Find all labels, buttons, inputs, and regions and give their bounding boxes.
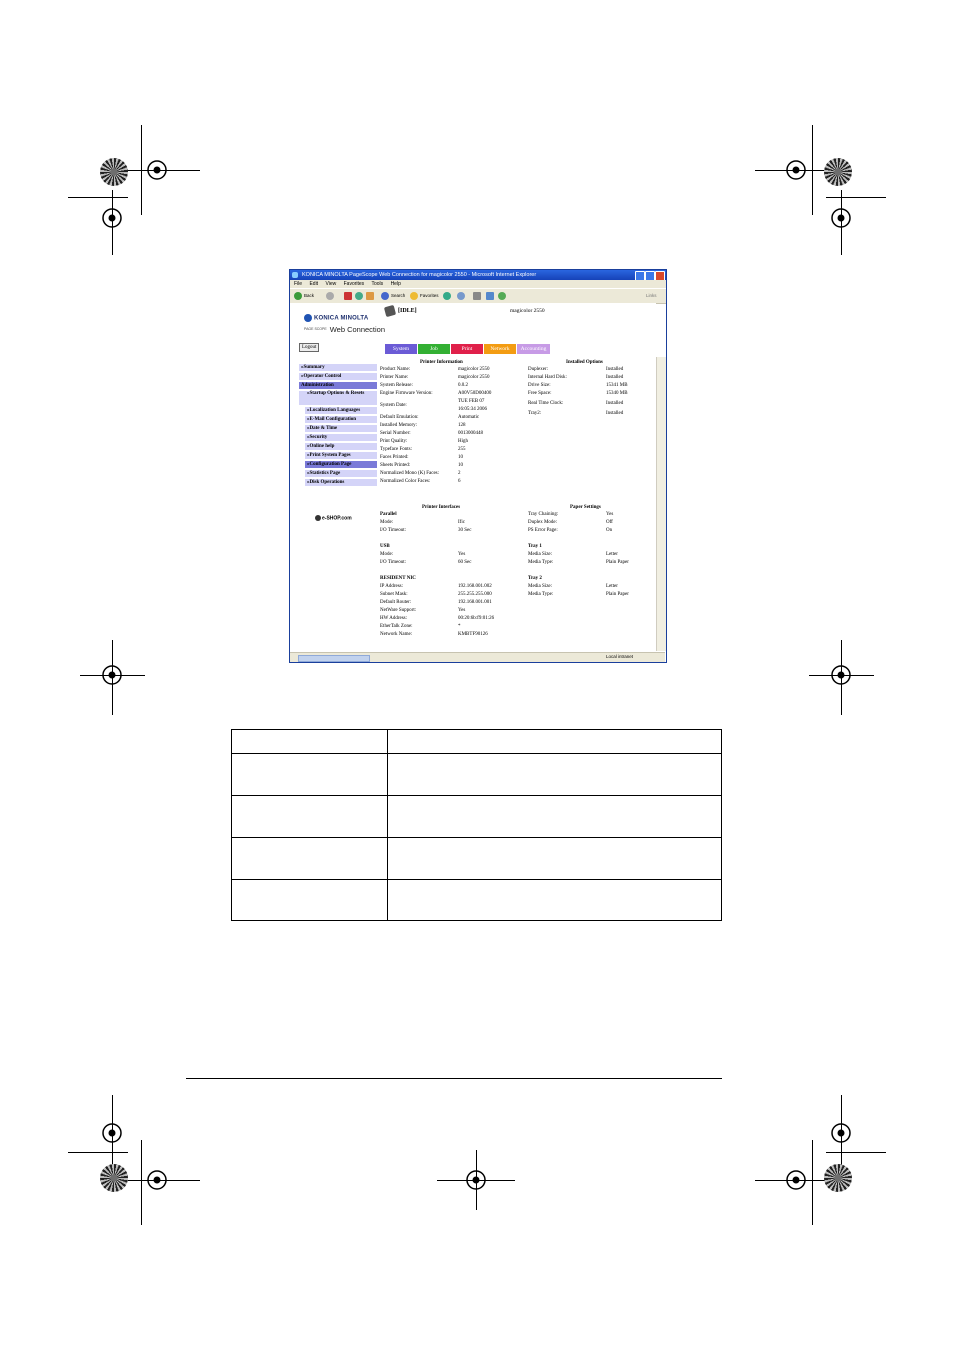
edit-icon[interactable] <box>486 292 494 300</box>
sidebar-item-operator-control[interactable]: »Operator Control <box>299 373 377 380</box>
browser-window <box>289 269 667 663</box>
registration-mark-icon <box>827 661 855 689</box>
printer-information-labels: Product Name: Printer Name: System Release: Engine Firmware Version: System Date: Default Emulation: Installed Memory: Serial Number: Print Quality: Typeface Fonts: Faces Printed: Sheets Printed: Normalized Mono (K) Faces: Normalized Color Faces: <box>380 367 440 484</box>
registration-mark-icon <box>143 156 171 184</box>
registration-mark-icon <box>462 1166 490 1194</box>
search-icon[interactable] <box>381 292 389 300</box>
printer-status-icon <box>384 305 396 317</box>
menu-favorites[interactable]: Favorites <box>343 281 365 287</box>
tab-print[interactable]: Print <box>451 344 483 354</box>
printer-information-values: magicolor 2550 magicolor 2550 0.0.2 A00V50D00400 TUE FEB 07 16:05:34 2006 Automatic 128 0013000448 High 255 10 10 2 6 <box>458 367 492 484</box>
paper-settings-title: Paper Settings <box>570 505 601 510</box>
printer-interfaces-title: Printer Interfaces <box>422 505 461 510</box>
registration-mark-icon <box>98 204 126 232</box>
color-bar-icon <box>824 1164 852 1192</box>
eshop-link[interactable]: e-SHOP.com <box>315 515 352 521</box>
tab-job[interactable]: Job <box>418 344 450 354</box>
registration-mark-icon <box>98 1119 126 1147</box>
sidebar-item-security[interactable]: »Security <box>305 434 377 441</box>
printer-information-title: Printer Information <box>420 360 463 365</box>
color-bar-icon <box>100 1164 128 1192</box>
registration-mark-icon <box>782 156 810 184</box>
tab-network[interactable]: Network <box>484 344 516 354</box>
registration-mark-icon <box>827 1119 855 1147</box>
menu-edit[interactable]: Edit <box>309 281 319 287</box>
registration-mark-icon <box>98 661 126 689</box>
status-zone: Local intranet <box>606 654 634 659</box>
table-row <box>232 730 722 754</box>
favorites-icon[interactable] <box>410 292 418 300</box>
description-table <box>231 729 722 921</box>
web-connection-logo: PAGE SCOPE Web Connection <box>304 325 386 334</box>
scrollbar-thumb[interactable] <box>298 655 370 662</box>
sidebar-item-startup-options[interactable]: »Startup Options & Resets <box>299 391 377 405</box>
installed-options-labels: Duplexer: Internal Hard Disk: Drive Size: Free Space: Real Time Clock: Tray2: <box>528 367 567 416</box>
registration-mark-icon <box>782 1166 810 1194</box>
mail-icon[interactable] <box>457 292 465 300</box>
paper-settings-labels: Tray Chaining: Duplex Mode: PS Error Page: Tray 1 Media Size: Media Type: Tray 2 Media Size: Media Type: <box>528 512 559 597</box>
sidebar-item-disk-operations[interactable]: »Disk Operations <box>305 479 377 486</box>
globe-icon <box>304 314 312 322</box>
printer-interfaces-values: Ific 30 Sec Yes 60 Sec 192.168.001.002 255.255.255.000 192.168.001.001 Yes 00:20:6b:f9:01:26 * KMBTF90126 <box>458 520 495 637</box>
sidebar-nav <box>299 364 377 488</box>
table-row <box>232 754 722 796</box>
sidebar-item-print-system-pages[interactable]: »Print System Pages <box>305 452 377 459</box>
menu-bar <box>290 280 666 288</box>
tab-system[interactable]: System <box>385 344 417 354</box>
table-row <box>232 796 722 838</box>
search-button[interactable]: Search <box>391 293 406 298</box>
printer-status: [IDLE] <box>398 308 417 314</box>
registration-mark-icon <box>827 204 855 232</box>
home-icon[interactable] <box>366 292 374 300</box>
horizontal-scrollbar[interactable] <box>290 652 665 663</box>
installed-options-values: Installed Installed 15341 MB 15340 MB Installed Installed <box>606 367 628 416</box>
paper-settings-values: Yes Off On Letter Plain Paper Letter Plain Paper <box>606 512 629 597</box>
history-icon[interactable] <box>443 292 451 300</box>
window-title: KONICA MINOLTA PageScope Web Connection for magicolor 2550 - Microsoft Internet Explorer <box>302 272 537 278</box>
eshop-icon <box>315 515 321 521</box>
vertical-scrollbar[interactable] <box>656 357 666 651</box>
color-bar-icon <box>824 158 852 186</box>
favorites-button[interactable]: Favorites <box>420 293 439 298</box>
stop-icon[interactable] <box>344 292 352 300</box>
menu-file[interactable]: File <box>294 281 303 287</box>
printer-interfaces-labels: Parallel Mode: I/O Timeout: USB Mode: I/O Timeout: RESIDENT NIC IP Address: Subnet Mask: Default Router: NetWare Support: HW Address: EtherTalk Zone: Network Name: <box>380 512 417 637</box>
sidebar-item-localization[interactable]: »Localization Languages <box>305 407 377 414</box>
menu-view[interactable]: View <box>325 281 337 287</box>
table-row <box>232 838 722 880</box>
sidebar-item-online-help[interactable]: »Online help <box>305 443 377 450</box>
page-content <box>290 303 656 652</box>
footer-rule <box>186 1078 722 1079</box>
back-icon[interactable] <box>294 292 302 300</box>
print-icon[interactable] <box>473 292 481 300</box>
installed-options-title: Installed Options <box>566 360 603 365</box>
title-bar <box>290 270 666 280</box>
table-row <box>232 880 722 921</box>
forward-icon[interactable] <box>326 292 334 300</box>
registration-mark-icon <box>143 1166 171 1194</box>
refresh-icon[interactable] <box>355 292 363 300</box>
sidebar-item-date-time[interactable]: »Date & Time <box>305 425 377 432</box>
sidebar-item-email-configuration[interactable]: »E-Mail Configuration <box>305 416 377 423</box>
konica-minolta-logo: KONICA MINOLTA <box>304 314 368 322</box>
menu-tools[interactable]: Tools <box>371 281 384 287</box>
tab-accounting[interactable]: Accounting <box>517 344 550 354</box>
printer-model: magicolor 2550 <box>510 308 545 314</box>
menu-help[interactable]: Help <box>390 281 401 287</box>
back-button[interactable]: Back <box>304 293 315 298</box>
logout-button[interactable]: Logout <box>299 343 319 352</box>
ie-icon <box>292 272 298 278</box>
toolbar <box>290 288 666 304</box>
links-button[interactable]: Links <box>646 293 657 298</box>
sidebar-item-statistics-page[interactable]: »Statistics Page <box>305 470 377 477</box>
sidebar-item-configuration-page[interactable]: »Configuration Page <box>305 461 377 468</box>
color-bar-icon <box>100 158 128 186</box>
messenger-icon[interactable] <box>498 292 506 300</box>
sidebar-item-administration[interactable]: Administration <box>299 382 377 389</box>
sidebar-item-summary[interactable]: »Summary <box>299 364 377 371</box>
